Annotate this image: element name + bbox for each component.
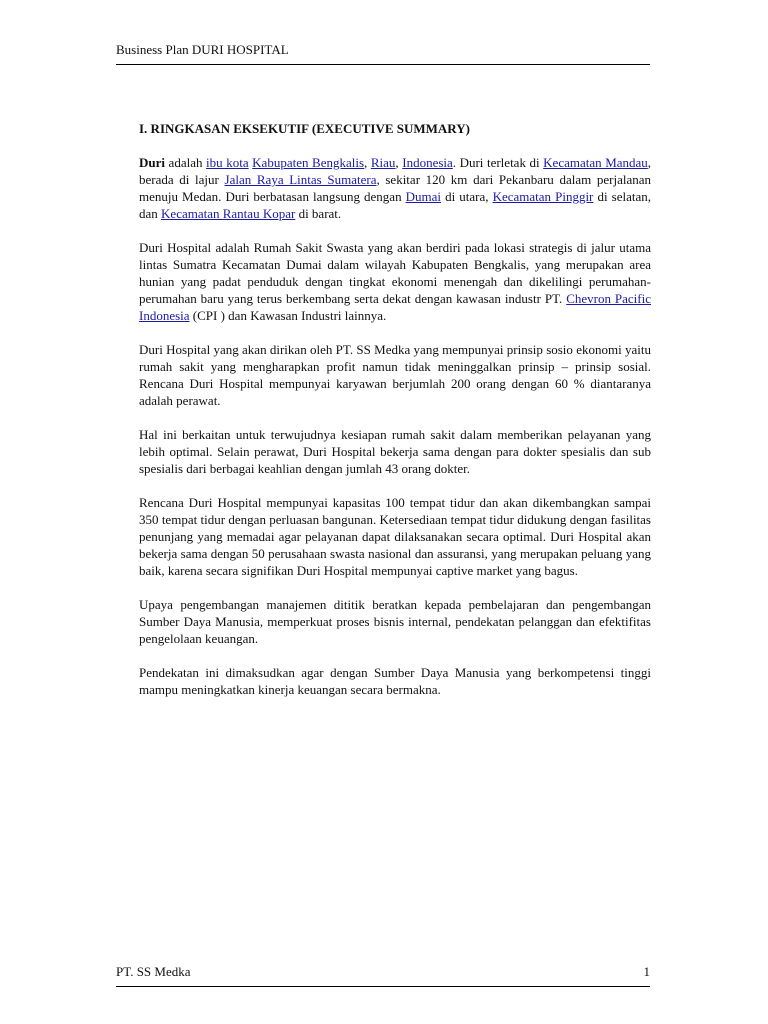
paragraph-7: Pendekatan ini dimaksudkan agar dengan Sumber Daya Manusia yang berkompetensi tinggi mampu meningkatkan kinerja keuangan secara bermakna. [139,665,651,697]
text-run: di selatan, dan [139,189,651,221]
section-heading: I. RINGKASAN EKSEKUTIF (EXECUTIVE SUMMARY) [139,121,470,136]
text-run: Duri Hospital adalah Rumah Sakit Swasta yang akan berdiri pada lokasi strategis di jalur utama lintas Sumatra Kecamatan Dumai dalam wilayah Kabupaten Bengkalis, yang merupakan area hunian yang padat penduduk dengan tingkat ekonomi menengah dan dikelilingi perumahan-perumahan baru yang terus berkembang serta dekat dengan kawasan industr PT. [139,240,651,306]
footer-company: PT. SS Medka [116,964,191,979]
link-jalan-raya-lintas-sumatera[interactable]: Jalan Raya Lintas Sumatera [224,172,377,187]
text-run: , sekitar 120 km dari Pekanbaru dalam perjalanan menuju Medan. Duri berbatasan langsung dengan [139,172,651,204]
paragraph-1 [139,154,651,222]
text-run: . Duri terletak di [452,155,544,170]
page-footer [116,964,650,987]
text-run: (CPI ) dan Kawasan Industri lainnya. [189,308,387,323]
link-dumai[interactable]: Dumai [405,189,442,204]
paragraph-2 [139,239,651,324]
text-run: , [395,155,403,170]
paragraph-3: Duri Hospital yang akan dirikan oleh PT. SS Medka yang mempunyai prinsip sosio ekonomi yaitu rumah sakit yang mengharapkan profit namun tidak meninggalkan prinsip – prinsip sosial. Rencana Duri Hospital mempunyai karyawan berjumlah 200 orang dengan 60 % diantaranya adalah perawat. [139,342,651,408]
page-number: 1 [643,964,650,979]
paragraph-4: Hal ini berkaitan untuk terwujudnya kesiapan rumah sakit dalam memberikan pelayanan yang lebih optimal. Selain perawat, Duri Hospital bekerja sama dengan para dokter spesialis dan sub spesialis dari berbagai keahlian dengan jumlah 43 orang dokter. [139,427,651,476]
link-kecamatan-pinggir[interactable]: Kecamatan Pinggir [492,189,594,204]
link-kecamatan-mandau[interactable]: Kecamatan Mandau [543,155,648,170]
text-run: di utara, [441,189,493,204]
text-run: , [364,155,371,170]
header-title: Business Plan DURI HOSPITAL [116,42,289,57]
text-run: , berada di lajur [139,155,652,187]
paragraph-5: Rencana Duri Hospital mempunyai kapasitas 100 tempat tidur dan akan dikembangkan sampai 350 tempat tidur dengan perluasan bangunan. Ketersediaan tempat tidur didukung dengan fasilitas penunjang yang memadai agar pelayanan dapat dilaksanakan secara optimal. Duri Hospital akan bekerja sama dengan 50 perusahaan swasta nasional dan assuransi, yang merupakan peluang yang baik, karena secara signifikan Duri Hospital mempunyai captive market yang bagus. [139,495,651,578]
page-header [116,42,650,65]
text-run: adalah [165,155,207,170]
document-body [139,120,651,715]
link-kecamatan-rantau-kopar[interactable]: Kecamatan Rantau Kopar [161,206,296,221]
link-riau[interactable]: Riau [370,155,396,170]
link-indonesia[interactable]: Indonesia [402,155,453,170]
link-ibu-kota[interactable]: ibu kota [206,155,249,170]
text-run: di barat. [295,206,342,221]
paragraph-6: Upaya pengembangan manajemen dititik beratkan kepada pembelajaran dan pengembangan Sumber Daya Manusia, memperkuat proses bisnis internal, pendekatan pelanggan dan efektifitas pengelolaan keuangan. [139,597,651,646]
bold-term: Duri [139,155,165,170]
link-chevron-pacific-indonesia[interactable]: Chevron Pacific Indonesia [139,291,651,323]
link-kabupaten-bengkalis[interactable]: Kabupaten Bengkalis [252,155,365,170]
